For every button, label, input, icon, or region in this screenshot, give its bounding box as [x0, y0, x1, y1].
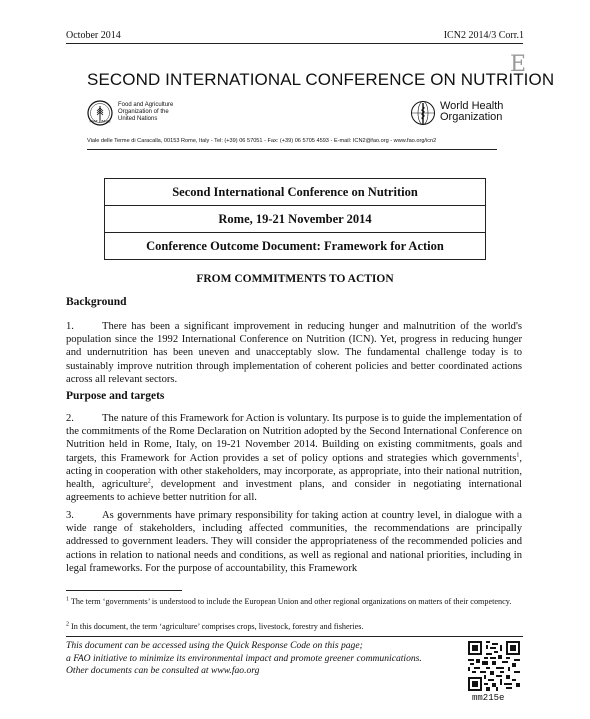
paragraph-number: 2.: [66, 413, 74, 424]
footnote-ref[interactable]: 2: [147, 478, 151, 485]
paragraph-3: 3. As governments have primary responsibility for taking action at country level, in dialogue with a wide range of stakeholders, including affected communities, the recommendations are principally addressed to government leaders. They will consider the appropriateness of the recommended policies and actions in relation to national needs and conditions, as well as regional and national priorities, including in legal frameworks. For the purpose of accountability, this Framework: [66, 510, 522, 574]
svg-text:FIAT PANIS: FIAT PANIS: [89, 118, 111, 124]
header-doc-ref: ICN2 2014/3 Corr.1: [443, 30, 524, 41]
footnote-1: $^1$ The term ‘governments’ is understood to include the European Union and other regional organizations on matters of their competency.: [66, 596, 512, 606]
letterhead-rule: [87, 149, 497, 150]
conference-title: SECOND INTERNATIONAL CONFERENCE ON NUTRITION: [87, 70, 555, 89]
footer-rule: [66, 636, 523, 637]
title-line-document: Conference Outcome Document: Framework for Action: [105, 233, 485, 260]
language-code: E: [510, 52, 527, 77]
who-logo: [410, 100, 436, 126]
paragraph-2: 2. The nature of this Framework for Action is voluntary. Its purpose is to guide the implementation of the commitments of the Rome Declaration on Nutrition adopted by the Second International Conference on Nutrition held in Rome, Italy, on 19-21 November 2014. Building on existing commitments, goals and targets, this Framework for Action provides a set of policy options and strategies which governments$^1$, acting in cooperation with other stakeholders, may incorporate, as appropriate, into their national nutrition, health, agriculture$^2$, development and investment plans, and consider in negotiating international agreements to achieve better nutrition for all.: [66, 413, 522, 504]
footnote-2: $^2$ In this document, the term ‘agriculture’ comprises crops, livestock, forestry and fisheries.: [66, 621, 364, 631]
qr-code-label: mm215e: [472, 693, 505, 703]
header-date: October 2014: [66, 30, 121, 41]
fao-name: Food and Agriculture Organization of the United Nations: [118, 102, 174, 122]
footnote-rule: [66, 590, 182, 591]
qr-code[interactable]: [468, 641, 520, 691]
title-box: [104, 178, 486, 260]
heading-background: Background: [66, 296, 127, 308]
address-line: Viale delle Terme di Caracalla, 00153 Rome, Italy - Tel: (+39) 06 57051 - Fax: (+39) 06 5705 4593 - E-mail: ICN2@fao.org - www.fao.org/icn2: [87, 138, 437, 144]
footnote-ref[interactable]: 1: [516, 452, 520, 459]
section-title: FROM COMMITMENTS TO ACTION: [196, 273, 394, 285]
paragraph-number: 3.: [66, 510, 74, 521]
fao-logo: [87, 100, 113, 126]
heading-purpose: Purpose and targets: [66, 390, 165, 402]
footer-note: This document can be accessed using the Quick Response Code on this page; a FAO initiative to minimize its environmental impact and promote greener communications. Other documents can be consulted at www.fao.org: [66, 640, 422, 676]
title-line-conference: Second International Conference on Nutrition: [105, 179, 485, 206]
paragraph-1: 1. There has been a significant improvement in reducing hunger and malnutrition of the world's population since the 1992 International Conference on Nutrition (ICN). Yet, progress in reducing hunger and undernutrition has been uneven and unacceptably slow. The fundamental challenge today is to sustainably improve nutrition through implementation of coherent policies and better coordinated actions across all relevant sectors.: [66, 321, 522, 385]
header-rule: [66, 43, 523, 44]
who-name: World Health Organization: [440, 100, 504, 123]
title-line-location: Rome, 19-21 November 2014: [105, 206, 485, 233]
paragraph-number: 1.: [66, 321, 74, 332]
